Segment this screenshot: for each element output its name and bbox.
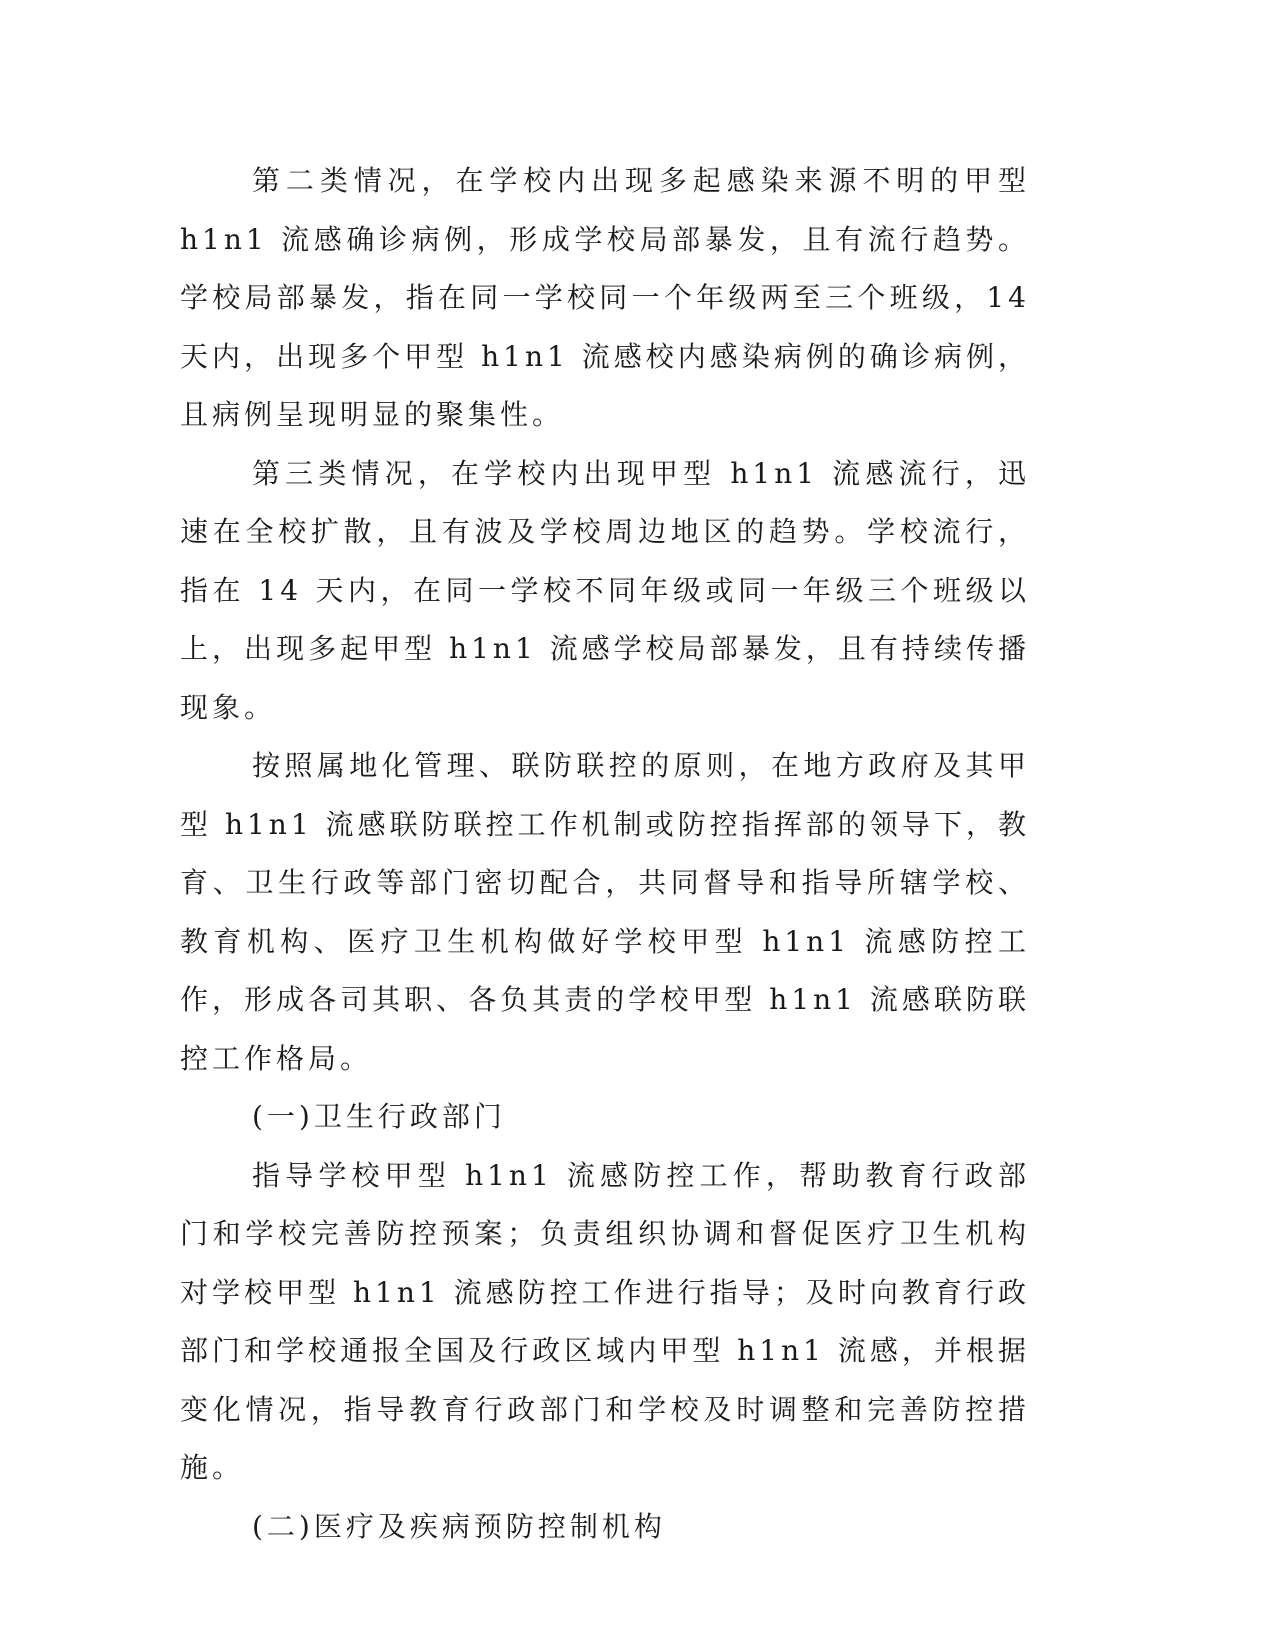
section-heading-medical-cdc: (二)医疗及疾病预防控制机构: [252, 1509, 666, 1543]
paragraph-health-admin-duties: 指导学校甲型 h1n1 流感防控工作，帮助教育行政部门和学校完善防控预案；负责组织协调和督促医疗卫生机构对学校甲型 h1n1 流感防控工作进行指导；及时向教育行政部门和学校通报全国及行政区域内甲型 h1n1 流感，并根据变化情况，指导教育行政部门和学校及时调整和完善防控措施。: [180, 1158, 1030, 1484]
paragraph-category-three: 第三类情况，在学校内出现甲型 h1n1 流感流行，迅速在全校扩散，且有波及学校周边地区的趋势。学校流行，指在 14 天内，在同一学校不同年级或同一年级三个班级以上，出现多起甲型 h1n1 流感学校局部暴发，且有持续传播现象。: [180, 456, 1030, 724]
paragraph-joint-prevention: 按照属地化管理、联防联控的原则，在地方政府及其甲型 h1n1 流感联防联控工作机制或防控指挥部的领导下，教育、卫生行政等部门密切配合，共同督导和指导所辖学校、教育机构、医疗卫生机构做好学校甲型 h1n1 流感防控工作，形成各司其职、各负其责的学校甲型 h1n1 流感联防联控工作格局。: [180, 749, 1030, 1075]
section-heading-health-admin: (一)卫生行政部门: [252, 1100, 506, 1133]
document-body: [180, 152, 1030, 1556]
paragraph-category-two: 第二类情况，在学校内出现多起感染来源不明的甲型 h1n1 流感确诊病例，形成学校局部暴发，且有流行趋势。学校局部暴发，指在同一学校同一个年级两至三个班级，14 天内，出现多个甲型 h1n1 流感校内感染病例的确诊病例，且病例呈现明显的聚集性。: [180, 164, 1030, 431]
